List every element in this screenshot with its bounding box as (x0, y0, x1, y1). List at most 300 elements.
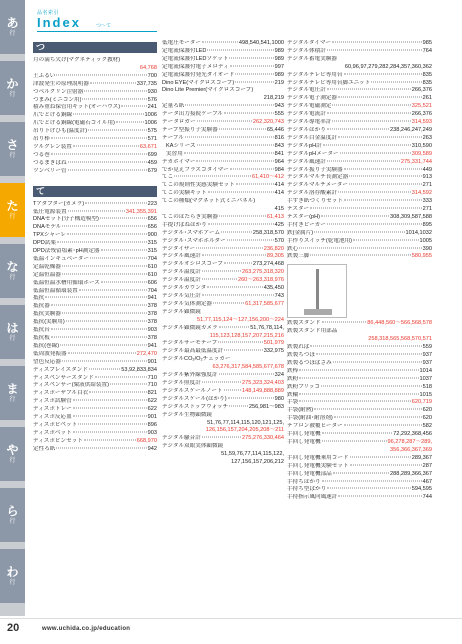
index-entry[interactable] (162, 167, 284, 175)
leader-dots (51, 337, 147, 338)
index-entry[interactable] (287, 376, 432, 384)
index-entry[interactable] (162, 404, 284, 412)
index-tab[interactable] (0, 549, 25, 605)
tab-gyo: 行 (9, 274, 16, 281)
index-entry[interactable] (33, 359, 157, 367)
leader-dots (310, 208, 422, 209)
index-entry[interactable] (287, 384, 432, 392)
leader-dots (322, 480, 422, 481)
leader-dots (236, 184, 274, 185)
entry-pages: 937 (422, 352, 432, 358)
entry-pages: 266,376 (411, 111, 432, 118)
entry-name: TPXシャーレ (33, 232, 67, 239)
tab-kana: わ (6, 564, 19, 579)
leader-dots (89, 392, 146, 393)
index-entry[interactable] (33, 264, 157, 272)
index-entry[interactable] (33, 152, 157, 160)
entry-pages: 310,590 (411, 142, 432, 149)
entry-name: ディスポベット (33, 429, 72, 436)
index-entry[interactable] (162, 48, 284, 56)
index-entry[interactable] (287, 190, 432, 198)
index-entry[interactable] (287, 80, 432, 88)
entry-name: デジタルpH計 (287, 142, 322, 149)
entry-name: デジタイザー (162, 245, 196, 252)
index-entry[interactable] (33, 446, 157, 454)
index-entry[interactable] (287, 151, 432, 159)
index-entry[interactable] (287, 431, 432, 439)
index-entry[interactable] (287, 246, 432, 254)
index-tab[interactable] (0, 0, 25, 56)
index-tab[interactable] (0, 122, 25, 178)
entry-name: 望色反応器 (33, 358, 61, 365)
entry-pages: 989 (274, 55, 284, 62)
entry-name: 定電流保護付電子メロディ (162, 63, 229, 70)
index-entry[interactable] (287, 439, 432, 447)
index-entry[interactable] (162, 396, 284, 404)
entry-pages: 219 (274, 79, 284, 86)
entry-pages: 53,92,833,834 (121, 366, 157, 373)
entry-page-continuation: 356,366,367,369 (390, 446, 432, 453)
index-entry[interactable] (287, 463, 432, 471)
index-entry[interactable] (33, 232, 157, 240)
index-entry[interactable] (162, 135, 284, 143)
index-entry[interactable] (33, 288, 157, 296)
leader-dots (89, 368, 120, 369)
index-tab[interactable] (0, 61, 25, 117)
leader-dots (90, 82, 136, 83)
index-column-1 (33, 40, 157, 454)
entry-name: 低温インキュベーター (33, 255, 89, 262)
index-entry[interactable] (33, 136, 157, 144)
leader-dots (100, 218, 147, 219)
entry-name: デジタル電磁測定 (287, 103, 332, 110)
leader-dots (224, 389, 241, 390)
entry-name: データロガー (162, 119, 196, 126)
index-entry[interactable] (33, 343, 157, 351)
index-tab[interactable] (0, 305, 25, 361)
index-entry[interactable] (287, 87, 432, 95)
index-entry[interactable] (162, 214, 284, 222)
index-entry[interactable] (162, 348, 284, 356)
index-entry[interactable] (33, 128, 157, 136)
entry-pages: 571 (147, 136, 157, 143)
index-entry[interactable] (162, 56, 284, 64)
leader-dots (227, 239, 274, 240)
index-entry[interactable] (33, 406, 157, 414)
entry-name: 手回し発電機実験セット (287, 462, 349, 469)
index-entry[interactable] (162, 443, 284, 451)
entry-name: デジタル蓄電実験器 (287, 55, 338, 62)
index-entry[interactable] (33, 256, 157, 264)
tab-kana: か (6, 76, 19, 91)
entry-pages: 699 (147, 151, 157, 158)
entry-pages: 273,274,468 (252, 261, 284, 268)
entry-name: テープ型振り子実験器 (162, 126, 218, 133)
index-entry[interactable] (33, 160, 157, 168)
entry-name: Tアダプター(カメラ) (33, 200, 85, 207)
index-entry[interactable] (287, 119, 432, 127)
entry-pages: 821 (147, 390, 157, 397)
index-entry[interactable] (287, 407, 432, 415)
tab-gyo: 行 (9, 213, 16, 220)
entry-pages: 275,331,744 (400, 158, 432, 165)
leader-dots (202, 271, 241, 272)
leader-dots (332, 105, 410, 106)
index-entry[interactable] (287, 143, 432, 151)
index-entry[interactable] (287, 167, 432, 175)
index-entry[interactable] (162, 380, 284, 388)
index-entry[interactable] (287, 174, 432, 182)
entry-pages: 980 (274, 395, 284, 402)
index-entry[interactable] (287, 182, 432, 190)
section-heading: て (33, 186, 157, 197)
entry-page-continuation: 51,77,115,124～127,156,200～224 (197, 316, 284, 323)
index-entry[interactable] (287, 344, 432, 352)
leader-dots (322, 322, 367, 323)
index-tab[interactable] (0, 244, 25, 300)
entry-pages: 835 (422, 71, 432, 78)
leader-dots (322, 433, 393, 434)
entry-name: 鉄粉ブリッコ (287, 383, 321, 390)
entry-name: 実習用 (166, 150, 183, 157)
tab-kana: あ (6, 15, 19, 30)
entry-name: 抵抗 (33, 295, 45, 302)
entry-name: 手袋(耐油･耐溶剤) (287, 415, 333, 422)
index-entry[interactable] (287, 415, 432, 423)
index-entry[interactable] (287, 214, 432, 222)
index-entry[interactable] (162, 309, 284, 317)
index-entry[interactable] (33, 375, 157, 383)
index-entry[interactable] (287, 40, 432, 48)
index-entry[interactable] (287, 455, 432, 463)
entry-name: 鉄製れば (287, 344, 310, 351)
entry-pages: 610 (147, 271, 157, 278)
index-entry[interactable] (287, 238, 432, 246)
entry-pages: 378 (147, 319, 157, 326)
index-entry[interactable] (162, 40, 284, 48)
entry-page-continuation: 64,768 (139, 64, 157, 71)
leader-dots (219, 326, 250, 327)
entry-pages: 289,367 (411, 454, 432, 461)
leader-dots (344, 200, 422, 201)
index-entry[interactable] (33, 209, 157, 217)
entry-page-continuation: 60,96,97,279,282,284,357,360,362 (344, 63, 432, 70)
entry-name: テーブル (162, 134, 184, 141)
index-entry[interactable] (33, 201, 157, 209)
leader-dots (184, 152, 274, 153)
leader-dots (174, 176, 251, 177)
index-entry[interactable] (162, 222, 284, 230)
index-entry[interactable] (162, 356, 284, 364)
index-entry[interactable] (287, 135, 432, 143)
entry-pages: 275,276,330,464 (242, 435, 284, 442)
index-entry[interactable] (287, 399, 432, 407)
entry-pages: 63,671 (139, 143, 157, 150)
entry-pages: 841 (274, 150, 284, 157)
entry-pages: 1014 (419, 367, 432, 374)
leader-dots (371, 81, 421, 82)
index-entry[interactable] (162, 277, 284, 285)
leader-dots (219, 128, 266, 129)
index-entry[interactable] (162, 372, 284, 380)
leader-dots (116, 122, 144, 123)
index-entry[interactable] (33, 104, 157, 112)
entry-name: デジタルタイマー (287, 40, 332, 46)
index-entry[interactable] (162, 103, 284, 111)
index-entry[interactable] (33, 248, 157, 256)
index-entry[interactable] (162, 435, 284, 443)
index-tab[interactable] (0, 488, 25, 544)
entry-name: DNAモデル (33, 224, 62, 231)
entry-name: 手回し発電機 (287, 438, 321, 445)
entry-pages: 61,413 (266, 213, 284, 220)
index-entry[interactable] (33, 335, 157, 343)
leader-dots (344, 73, 422, 74)
index-entry[interactable] (287, 159, 432, 167)
entry-name: デジタル導電率計 (287, 119, 332, 126)
index-entry[interactable] (162, 261, 284, 269)
entry-name: デジタル電圧計 (287, 87, 326, 94)
index-entry[interactable] (33, 57, 157, 65)
page-number: 20 (7, 622, 20, 634)
tab-gyo: 行 (9, 30, 16, 37)
leader-dots (327, 128, 389, 129)
index-entry[interactable] (33, 144, 157, 152)
index-entry[interactable] (162, 198, 284, 206)
index-entry[interactable] (33, 382, 157, 390)
entry-name: デジタルマルチ長測定器 (287, 174, 349, 181)
entry-name: つべルクリン注射器 (33, 88, 84, 95)
entry-name: 定電流保護付LEDソケット (162, 55, 229, 62)
index-entry[interactable] (287, 56, 432, 64)
entry-pages: 288,289,366,367 (390, 470, 432, 477)
index-entry[interactable] (162, 230, 284, 238)
entry-pages: 704 (147, 255, 157, 262)
index-entry[interactable] (287, 479, 432, 487)
entry-pages: 656 (147, 224, 157, 231)
leader-dots (299, 247, 421, 248)
entry-pages: 223 (147, 200, 157, 207)
leader-dots (84, 439, 136, 440)
index-entry[interactable] (287, 222, 432, 230)
index-tab[interactable] (0, 366, 25, 422)
entry-name: デジタル振り子実験器 (287, 166, 343, 173)
leader-dots (340, 152, 411, 153)
index-entry[interactable] (162, 388, 284, 396)
leader-dots (62, 265, 147, 266)
tab-gyo: 行 (9, 518, 16, 525)
index-entry[interactable] (33, 398, 157, 406)
entry-name: デジタルpHメーター (287, 150, 339, 157)
index-entry[interactable] (162, 285, 284, 293)
index-tab[interactable] (0, 427, 25, 483)
entry-pages: 816 (274, 134, 284, 141)
entry-name: デジタル風速計 (162, 253, 201, 260)
index-entry[interactable] (162, 182, 284, 190)
index-entry[interactable] (162, 143, 284, 151)
entry-pages: 989 (274, 47, 284, 54)
index-entry[interactable] (162, 190, 284, 198)
entry-name: デジタルオシロスコープ (162, 261, 223, 268)
index-entry[interactable] (33, 168, 157, 176)
index-entry[interactable] (162, 159, 284, 167)
index-entry[interactable] (287, 198, 432, 206)
index-entry[interactable] (33, 216, 157, 224)
entry-name: デジタル･スマホアーム (162, 229, 221, 236)
entry-pages: 308,309,587,588 (390, 213, 432, 220)
index-entry[interactable] (162, 151, 284, 159)
index-entry[interactable] (287, 486, 432, 494)
entry-name: デジタル騒音計 (162, 435, 201, 442)
entry-name: テスター(pH) (287, 213, 321, 220)
leader-dots (202, 437, 241, 438)
leader-dots (208, 223, 274, 224)
index-entry[interactable] (162, 238, 284, 246)
entry-pages: 1014,1032 (405, 229, 432, 236)
index-entry[interactable] (287, 206, 432, 214)
index-entry[interactable] (287, 392, 432, 400)
index-entry[interactable] (287, 471, 432, 479)
index-entry[interactable] (33, 73, 157, 81)
index-entry[interactable] (162, 246, 284, 254)
index-entry[interactable] (33, 311, 157, 319)
leader-dots (333, 361, 422, 362)
index-entry[interactable] (33, 327, 157, 335)
entry-name: 低温恒温水槽用循環ホース (33, 279, 100, 286)
index-entry[interactable] (287, 328, 432, 336)
index-entry[interactable] (33, 89, 157, 97)
leader-dots (73, 416, 147, 417)
index-entry[interactable] (33, 224, 157, 232)
index-entry[interactable] (162, 412, 284, 420)
entry-name: 吊り棒 (33, 136, 50, 143)
entry-name: 手提げばねはかり (162, 221, 207, 228)
entry-pages: 1005 (419, 237, 432, 244)
index-entry[interactable] (162, 174, 284, 182)
entry-name: 手作りスイッチ(乾電池用) (287, 237, 353, 244)
index-entry[interactable] (33, 414, 157, 422)
index-entry[interactable] (162, 87, 284, 95)
leader-dots (224, 350, 263, 351)
index-entry[interactable] (287, 111, 432, 119)
entry-name: デジタル体積計 (287, 47, 326, 54)
index-tab[interactable] (0, 183, 25, 239)
index-entry[interactable] (162, 80, 284, 88)
leader-dots (338, 136, 422, 137)
index-entry[interactable] (162, 340, 284, 348)
entry-pages: 260～263,318,976 (237, 277, 284, 284)
index-entry[interactable] (33, 422, 157, 430)
index-entry[interactable] (287, 72, 432, 80)
index-entry[interactable] (162, 301, 284, 309)
entry-pages: 743 (274, 293, 284, 299)
index-entry[interactable] (287, 95, 432, 103)
index-entry[interactable] (162, 293, 284, 301)
index-entry[interactable] (33, 319, 157, 327)
entry-name: ディスポピンセット (33, 437, 83, 444)
entry-name: つまみ(ミニコン用) (33, 96, 82, 103)
index-entry[interactable] (33, 351, 157, 359)
entry-name: 手持指示風向風速計 (287, 494, 338, 501)
index-entry[interactable] (33, 272, 157, 280)
entry-name: てこ (162, 174, 174, 181)
leader-dots (51, 153, 147, 154)
index-entry[interactable] (287, 127, 432, 135)
index-entry[interactable] (287, 230, 432, 238)
index-entry[interactable] (33, 295, 157, 303)
index-entry[interactable] (287, 423, 432, 431)
index-entry[interactable] (287, 103, 432, 111)
entry-name: 手袋 (287, 399, 299, 406)
entry-name: 手持ち型ばかり (287, 486, 327, 493)
entry-name: ディスプレイスタンド (33, 366, 88, 373)
index-entry[interactable] (287, 48, 432, 56)
index-entry[interactable] (33, 120, 157, 128)
index-entry[interactable] (287, 494, 432, 502)
index-entry[interactable] (33, 390, 157, 398)
index-entry[interactable] (162, 127, 284, 135)
entry-name: てこのはたらき実験器 (162, 213, 218, 220)
index-entry[interactable] (162, 111, 284, 119)
entry-name: てこの種類(マグネット式ミニパネル) (162, 198, 256, 205)
index-entry[interactable] (33, 438, 157, 446)
index-entry[interactable] (162, 269, 284, 277)
index-entry[interactable] (33, 81, 157, 89)
index-entry[interactable] (33, 97, 157, 105)
index-entry[interactable] (162, 119, 284, 127)
entry-pages: 275,323,324,403 (242, 379, 284, 386)
index-entry[interactable] (162, 253, 284, 261)
index-entry[interactable] (33, 430, 157, 438)
index-entry[interactable] (162, 72, 284, 80)
entry-name: 抵抗器 (33, 303, 50, 310)
index-entry[interactable] (287, 320, 432, 328)
index-entry[interactable] (33, 367, 157, 375)
index-entry[interactable] (33, 112, 157, 120)
entry-pages: 679 (147, 167, 157, 174)
leader-dots (310, 346, 421, 347)
index-entry[interactable] (33, 280, 157, 288)
leader-dots (66, 321, 147, 322)
leader-dots (219, 215, 266, 216)
index-entry[interactable] (162, 325, 284, 333)
leader-dots (101, 281, 147, 282)
index-entry[interactable] (33, 240, 157, 248)
index-entry[interactable] (162, 64, 284, 72)
entry-name: デジタルスケール(はかり) (162, 395, 227, 402)
entry-name: 低温恒温循環装置 (33, 287, 78, 294)
entry-name: デジタル白金温度計 (287, 134, 338, 141)
entry-pages: 901 (147, 358, 157, 365)
index-entry[interactable] (287, 253, 432, 261)
leader-dots (73, 408, 147, 409)
index-entry[interactable] (33, 303, 157, 311)
entry-name: でか見えフラスコタイマー (162, 166, 229, 173)
entry-name: 手回し発電機乗用コード (287, 454, 349, 461)
index-entry[interactable] (287, 360, 432, 368)
entry-name: デジタル気体測定器 (162, 300, 213, 307)
header-subtitle: 品名索引 (37, 10, 60, 16)
entry-pages: 984 (274, 166, 284, 173)
entry-name: てこの実験キット (162, 190, 207, 197)
entry-pages: 61,317,585,677 (245, 300, 284, 307)
entry-pages: 903 (147, 327, 157, 334)
index-entry[interactable] (287, 352, 432, 360)
index-entry[interactable] (287, 368, 432, 376)
entry-pages: 620 (422, 415, 432, 422)
tab-kana: や (6, 442, 19, 457)
entry-pages: 325,521 (411, 103, 432, 110)
